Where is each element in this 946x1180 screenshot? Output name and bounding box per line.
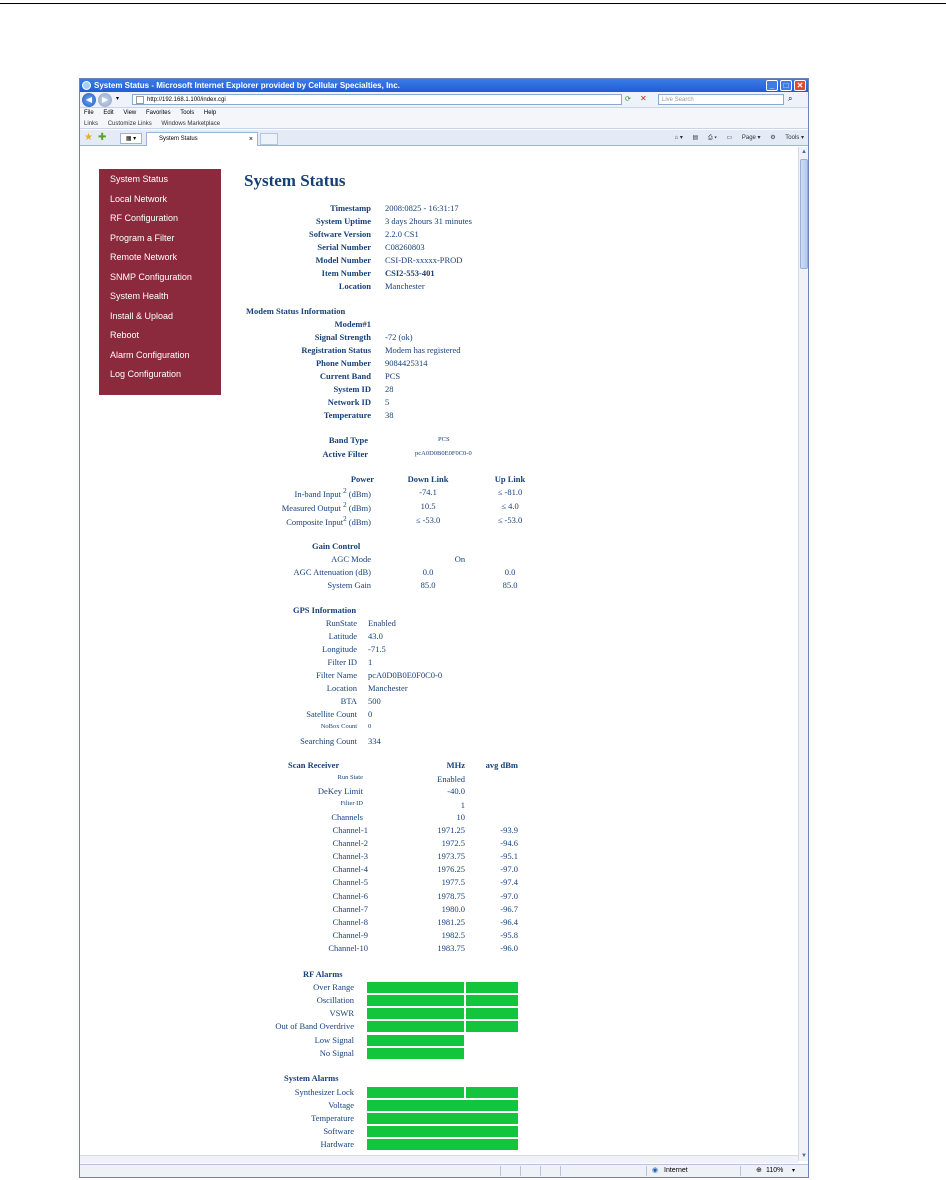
scan-filter-id-value: 1 <box>460 800 465 810</box>
nav-sidebar <box>99 169 221 395</box>
gps-nobox-count-label: NoBox Count <box>320 723 357 730</box>
status-divider <box>646 1166 647 1176</box>
gps-latitude-value: 43.0 <box>368 631 383 641</box>
modem-label: Modem#1 <box>334 319 371 329</box>
location-value: Manchester <box>385 281 425 291</box>
menu-edit[interactable]: Edit <box>103 110 114 116</box>
inband-input-unit: (dBm) <box>348 488 371 499</box>
measured-output-up: ≤ 4.0 <box>501 501 519 511</box>
channel-mhz: 1978.75 <box>437 891 465 901</box>
alarm-status-indicator <box>367 1048 464 1059</box>
tab-close-icon[interactable]: × <box>248 136 253 143</box>
serial-number-value: C08260803 <box>385 242 425 252</box>
menu-bar <box>80 108 808 119</box>
alarm-status-indicator <box>367 1126 518 1137</box>
alarm-label: Out of Band Overdrive <box>275 1021 354 1031</box>
quick-tabs-icon[interactable]: ▦ ▾ <box>120 133 142 144</box>
status-divider <box>500 1166 501 1176</box>
menu-view[interactable]: View <box>123 110 137 116</box>
alarm-label: No Signal <box>319 1048 354 1058</box>
channel-mhz: 1972.5 <box>441 838 465 848</box>
command-bar <box>667 132 804 144</box>
new-tab-button[interactable] <box>260 133 278 145</box>
nav-dropdown-icon[interactable]: ▾ <box>116 96 120 102</box>
status-divider <box>560 1166 561 1176</box>
sidebar-item-system-status[interactable]: System Status <box>110 174 169 184</box>
home-icon[interactable]: ⌂ ▾ <box>674 135 683 141</box>
gps-latitude-label: Latitude <box>328 631 357 641</box>
active-filter-value: pcA0D0B0E0F0C0-0 <box>415 450 472 457</box>
item-number-label: Item Number <box>321 268 371 278</box>
system-gain-label: System Gain <box>327 580 371 590</box>
sidebar-item-reboot[interactable]: Reboot <box>110 330 140 340</box>
menu-favorites[interactable]: Favorites <box>145 110 171 116</box>
gain-heading: Gain Control <box>312 541 361 551</box>
channel-label: Channel-4 <box>332 864 368 874</box>
gps-filter-id-value: 1 <box>368 657 373 667</box>
tab-label: System Status <box>159 136 198 142</box>
globe-icon: ◉ <box>652 1167 659 1174</box>
status-divider <box>740 1166 741 1176</box>
channel-label: Channel-9 <box>332 930 368 940</box>
measured-output-label <box>282 501 371 513</box>
gps-location-value: Manchester <box>368 683 408 693</box>
timestamp-value: 2008:0825 - 16:31:17 <box>385 203 459 213</box>
gps-satellite-count-value: 0 <box>368 709 373 719</box>
alarm-status-indicator <box>367 1035 464 1046</box>
title-bar <box>80 79 808 92</box>
channel-dbm: -95.1 <box>500 851 518 861</box>
sidebar-item-rf-configuration[interactable]: RF Configuration <box>110 213 179 223</box>
registration-status-label: Registration Status <box>301 345 371 355</box>
alarm-label: Temperature <box>311 1113 354 1123</box>
tools-menu-label: Tools <box>785 135 800 141</box>
active-filter-label: Active Filter <box>322 449 368 459</box>
agc-mode-label: AGC Mode <box>331 554 371 564</box>
page-content <box>80 147 798 1161</box>
alarm-status-indicator <box>466 1008 518 1019</box>
measured-output-sup: 2 <box>343 501 347 509</box>
address-bar <box>80 92 808 108</box>
inband-input-sup: 2 <box>343 487 347 495</box>
menu-help[interactable]: Help <box>203 110 217 116</box>
zoom-icon[interactable]: ⊕ <box>756 1167 762 1174</box>
channel-label: Channel-5 <box>332 877 368 887</box>
measured-output-unit: (dBm) <box>348 502 371 513</box>
tab-bar <box>80 130 808 146</box>
zoom-level[interactable]: 110% <box>766 1167 784 1174</box>
scan-run-state-value: Enabled <box>437 774 465 784</box>
links-label: Links <box>84 121 99 127</box>
signal-strength-value: -72 (ok) <box>385 332 413 342</box>
current-band-value: PCS <box>385 371 401 381</box>
alarm-status-indicator <box>367 1087 464 1098</box>
page-title: System Status <box>244 171 346 190</box>
menu-file[interactable]: File <box>84 110 94 116</box>
alarm-label: Oscillation <box>316 995 354 1005</box>
sidebar-item-install-upload[interactable]: Install & Upload <box>110 310 174 321</box>
gps-runstate-label: RunState <box>325 618 357 628</box>
gps-searching-count-label: Searching Count <box>300 736 357 746</box>
phone-number-label: Phone Number <box>315 358 371 368</box>
back-arrow-icon[interactable]: ◀ <box>82 93 96 107</box>
channel-label: Channel-8 <box>332 917 368 927</box>
gps-location-label: Location <box>326 683 357 693</box>
scan-dbm-header: avg dBm <box>485 760 518 770</box>
search-icon[interactable]: ⌕ <box>788 94 793 103</box>
links-bar <box>80 119 808 129</box>
gps-longitude-value: -71.5 <box>368 644 386 654</box>
gps-nobox-count-value: 0 <box>368 723 372 730</box>
system-gain-down: 85.0 <box>420 580 436 590</box>
channel-mhz: 1973.75 <box>437 851 465 861</box>
inband-input-down: -74.1 <box>419 487 437 497</box>
channel-mhz: 1977.5 <box>441 877 465 887</box>
channel-dbm: -97.0 <box>500 891 518 901</box>
alarm-label: Over Range <box>313 982 354 992</box>
channel-dbm: -96.4 <box>500 917 518 927</box>
composite-input-text: Composite Input <box>286 516 344 527</box>
channel-dbm: -93.9 <box>500 825 518 835</box>
menu-tools[interactable]: Tools <box>180 110 195 116</box>
system-alarms-heading: System Alarms <box>284 1073 339 1083</box>
model-number-label: Model Number <box>315 255 371 265</box>
sidebar-item-log-configuration[interactable]: Log Configuration <box>110 369 182 379</box>
channel-mhz: 1976.25 <box>437 864 465 874</box>
uptime-label: System Uptime <box>315 216 371 226</box>
stop-icon[interactable]: ✕ <box>640 94 647 103</box>
ie-icon <box>82 81 91 90</box>
registration-status-value: Modem has registered <box>385 345 461 355</box>
modem-heading: Modem Status Information <box>246 306 346 316</box>
url-text: http://192.168.1.100/index.cgi <box>147 97 226 103</box>
system-id-value: 28 <box>385 384 394 394</box>
channel-label: Channel-6 <box>332 891 368 901</box>
print-icon[interactable]: ⎙ ▾ <box>707 135 717 141</box>
channel-dbm: -94.6 <box>500 838 518 848</box>
channel-dbm: -97.0 <box>500 864 518 874</box>
page-menu[interactable]: ▭ Page ▾ <box>726 135 761 141</box>
band-type-label: Band Type <box>328 435 368 445</box>
signal-strength-label: Signal Strength <box>314 332 371 342</box>
sidebar-item-alarm-configuration[interactable]: Alarm Configuration <box>110 349 190 360</box>
uplink-header: Up Link <box>494 474 526 484</box>
channel-label: Channel-7 <box>332 904 368 914</box>
agc-attenuation-down: 0.0 <box>422 567 434 577</box>
alarm-label: Hardware <box>320 1139 354 1149</box>
temperature-label: Temperature <box>323 410 371 420</box>
page-icon <box>136 96 144 104</box>
scroll-thumb[interactable] <box>800 159 808 269</box>
composite-input-sup: 2 <box>343 515 347 523</box>
gps-runstate-value: Enabled <box>368 618 396 628</box>
channel-mhz: 1982.5 <box>441 930 465 940</box>
system-id-label: System ID <box>333 384 371 394</box>
favorites-star-icon[interactable]: ★ <box>84 132 93 143</box>
temperature-value: 38 <box>385 410 394 420</box>
refresh-icon[interactable]: ⟳ <box>625 96 631 103</box>
alarm-status-indicator <box>367 1113 518 1124</box>
agc-attenuation-label: AGC Attenuation (dB) <box>293 567 371 577</box>
channel-mhz: 1980.0 <box>441 904 465 914</box>
alarm-label: VSWR <box>329 1008 354 1018</box>
gps-longitude-label: Longitude <box>322 644 357 654</box>
page-menu-label: Page <box>741 135 756 141</box>
uptime-value: 3 days 2hours 31 minutes <box>385 216 472 226</box>
sidebar-item-local-network[interactable]: Local Network <box>110 193 168 204</box>
browser-window <box>79 78 809 1178</box>
power-header: Power <box>350 474 374 484</box>
forward-arrow-icon[interactable]: ▶ <box>98 93 112 107</box>
link-marketplace[interactable]: Windows Marketplace <box>161 121 221 127</box>
agc-attenuation-up: 0.0 <box>504 567 516 577</box>
location-label: Location <box>338 281 371 291</box>
gps-searching-count-value: 334 <box>368 736 381 746</box>
gps-filter-name-label: Filter Name <box>316 670 357 680</box>
alarm-status-indicator <box>466 995 518 1006</box>
channel-mhz: 1983.75 <box>437 943 465 953</box>
timestamp-label: Timestamp <box>330 203 371 213</box>
alarm-label: Software <box>323 1126 354 1136</box>
tools-menu[interactable]: ⚙ Tools ▾ <box>770 135 804 141</box>
sidebar-item-system-health[interactable]: System Health <box>110 291 169 301</box>
close-button[interactable]: ✕ <box>794 80 806 91</box>
gps-heading: GPS Information <box>293 605 357 615</box>
scan-dekey-label: DeKey Limit <box>317 786 363 796</box>
alarm-status-indicator <box>466 1087 518 1098</box>
status-divider <box>520 1166 521 1176</box>
downlink-header: Down Link <box>407 474 449 484</box>
agc-mode-value: On <box>454 554 466 564</box>
serial-number-label: Serial Number <box>317 242 371 252</box>
scroll-up-icon[interactable]: ▲ <box>801 149 807 155</box>
minimize-button[interactable]: _ <box>766 80 778 91</box>
scroll-down-icon[interactable]: ▼ <box>801 1153 807 1159</box>
alarm-status-indicator <box>466 982 518 993</box>
band-type-value: PCS <box>438 436 450 443</box>
channel-mhz: 1971.25 <box>437 825 465 835</box>
alarm-label: Low Signal <box>314 1035 354 1045</box>
alarm-label: Synthesizer Lock <box>294 1087 354 1097</box>
search-placeholder: Live Search <box>662 97 694 103</box>
measured-output-down: 10.5 <box>420 501 436 511</box>
tab-system-status[interactable] <box>146 132 258 146</box>
network-id-label: Network ID <box>327 397 371 407</box>
alarm-label: Voltage <box>328 1100 354 1110</box>
composite-input-unit: (dBm) <box>348 516 371 527</box>
alarm-status-indicator <box>367 982 464 993</box>
scan-filter-id-label: Filter ID <box>340 800 363 807</box>
search-input[interactable] <box>658 94 784 105</box>
page-rule <box>0 3 946 4</box>
zone-text: Internet <box>664 1167 688 1174</box>
system-gain-up: 85.0 <box>502 580 518 590</box>
channel-dbm: -97.4 <box>500 877 518 887</box>
measured-output-text: Measured Output <box>281 502 341 513</box>
current-band-label: Current Band <box>319 371 371 381</box>
window-title: System Status - Microsoft Internet Explorer provided by Cellular Specialties, Inc. <box>94 81 400 90</box>
gps-filter-name-value: pcA0D0B0E0F0C0-0 <box>368 670 443 680</box>
channel-dbm: -96.7 <box>500 904 518 914</box>
phone-number-value: 9084425314 <box>385 358 428 368</box>
gps-bta-value: 500 <box>368 696 381 706</box>
horizontal-scrollbar[interactable] <box>80 1155 798 1163</box>
composite-input-label <box>286 515 371 527</box>
gps-filter-id-label: Filter ID <box>327 657 357 667</box>
url-input[interactable] <box>132 94 622 105</box>
status-divider <box>540 1166 541 1176</box>
inband-input-up: ≤ -81.0 <box>497 487 523 497</box>
channel-dbm: -95.8 <box>500 930 518 940</box>
composite-input-up: ≤ -53.0 <box>497 515 523 525</box>
status-bar <box>80 1164 808 1177</box>
scan-run-state-label: Run State <box>337 774 363 781</box>
scan-channels-label: Channels <box>331 812 363 822</box>
alarm-status-indicator <box>367 995 464 1006</box>
gps-satellite-count-label: Satellite Count <box>306 709 357 719</box>
alarm-status-indicator <box>367 1139 518 1150</box>
sidebar-item-program-filter[interactable]: Program a Filter <box>110 232 175 243</box>
rf-alarms-heading: RF Alarms <box>303 969 343 979</box>
scan-dekey-value: -40.0 <box>447 786 465 796</box>
software-version-value: 2.2.0 CS1 <box>385 229 419 239</box>
channel-label: Channel-3 <box>332 851 368 861</box>
gps-bta-label: BTA <box>340 696 357 706</box>
scan-mhz-header: MHz <box>446 760 465 770</box>
link-customize[interactable]: Customize Links <box>107 121 152 127</box>
sidebar-item-remote-network[interactable]: Remote Network <box>110 252 178 262</box>
inband-input-label <box>294 487 371 499</box>
sidebar-item-snmp-configuration[interactable]: SNMP Configuration <box>110 271 192 282</box>
network-id-value: 5 <box>385 397 390 407</box>
alarm-status-indicator <box>367 1100 518 1111</box>
alarm-status-indicator <box>367 1021 464 1032</box>
software-version-label: Software Version <box>309 229 371 239</box>
model-number-value: CSI-DR-xxxxx-PROD <box>385 255 463 265</box>
channel-dbm: -96.0 <box>500 943 518 953</box>
inband-input-text: In-band Input <box>294 488 341 499</box>
scan-heading: Scan Receiver <box>288 760 340 770</box>
add-favorites-icon[interactable]: ✚ <box>98 132 107 143</box>
channel-label: Channel-2 <box>332 838 368 848</box>
feeds-icon[interactable]: ▤ <box>692 135 699 141</box>
channel-label: Channel-1 <box>332 825 368 835</box>
scan-channels-value: 10 <box>456 812 465 822</box>
vertical-scrollbar[interactable] <box>798 147 808 1161</box>
channel-label: Channel-10 <box>328 943 368 953</box>
item-number-value: CSI2-553-401 <box>385 268 435 278</box>
channel-mhz: 1981.25 <box>437 917 465 927</box>
alarm-status-indicator <box>367 1008 464 1019</box>
zoom-dropdown-icon[interactable]: ▾ <box>792 1168 796 1174</box>
maximize-button[interactable]: □ <box>780 80 792 91</box>
alarm-status-indicator <box>466 1021 518 1032</box>
composite-input-down: ≤ -53.0 <box>415 515 441 525</box>
